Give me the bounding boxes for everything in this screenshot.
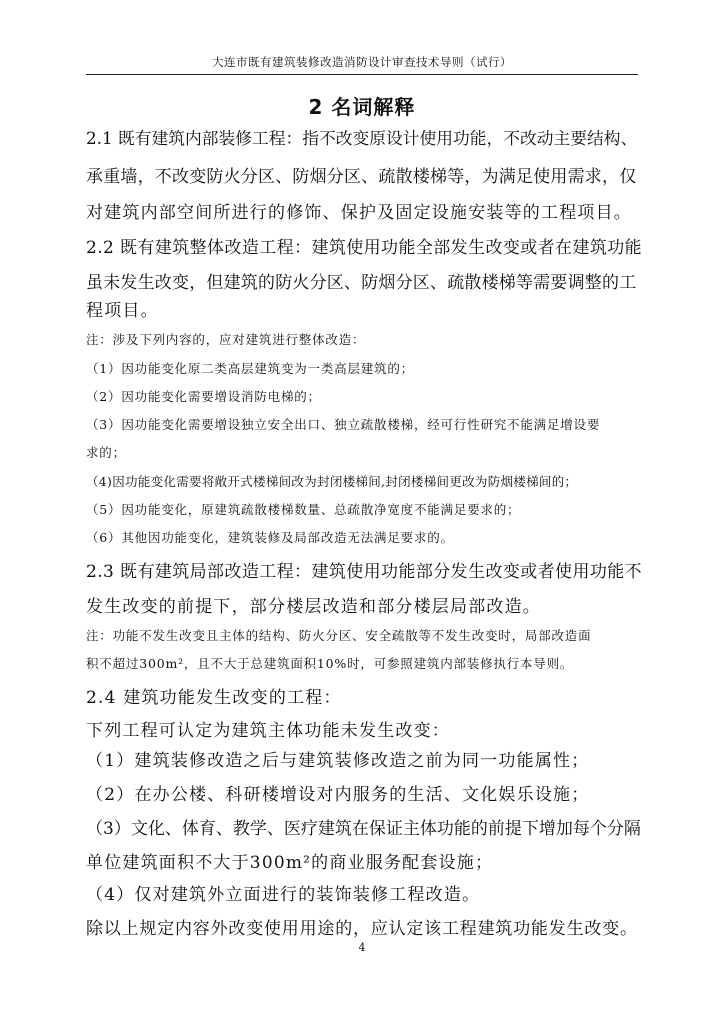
paragraph-2-2-line-3: 程项目。 xyxy=(86,301,159,321)
paragraph-2-4-intro: 下列工程可认定为建筑主体功能未发生改变： xyxy=(86,721,450,741)
paragraph-2-1-line-2: 承重墙，不改变防火分区、防烟分区、疏散楼梯等，为满足使用需求，仅 xyxy=(86,167,637,187)
note-item-3-line-1: （3）因功能变化需要增设独立安全出口、独立疏散楼梯，经可行性研究不能满足增设要 xyxy=(86,417,601,432)
note-item-4: （4)因功能变化需要将敞开式楼梯间改为封闭楼梯间,封闭楼梯间更改为防烟楼梯间的； xyxy=(86,474,578,489)
paragraph-2-3-line-1: 2.3 既有建筑局部改造工程：建筑使用功能部分发生改变或者使用功能不 xyxy=(86,562,643,582)
note-2-2: 注：涉及下列内容的，应对建筑进行整体改造： xyxy=(86,332,366,347)
note-item-2: （2）因功能变化需要增设消防电梯的； xyxy=(86,389,321,404)
paragraph-2-4-heading: 2.4 建筑功能发生改变的工程： xyxy=(86,688,342,708)
list-item-3-line-1: （3）文化、体育、教学、医疗建筑在保证主体功能的前提下增加每个分隔 xyxy=(86,819,641,839)
note-item-6: （6）其他因功能变化，建筑装修及局部改造无法满足要求的。 xyxy=(86,530,454,545)
note-item-3-line-2: 求的； xyxy=(86,445,126,460)
paragraph-2-3-line-2: 发生改变的前提下，部分楼层改造和部分楼层局部改造。 xyxy=(86,597,541,617)
list-item-1: （1）建筑装修改造之后与建筑装修改造之前为同一功能属性； xyxy=(86,751,590,771)
running-header: 大连市既有建筑装修改造消防设计审查技术导则（试行） xyxy=(212,55,512,69)
paragraph-2-2-line-1: 2.2 既有建筑整体改造工程：建筑使用功能全部发生改变或者在建筑功能 xyxy=(86,238,643,258)
list-item-3-line-2: 单位建筑面积不大于300m²的商业服务配套设施； xyxy=(86,853,494,873)
list-item-2: （2）在办公楼、科研楼增设对内服务的生活、文化娱乐设施； xyxy=(86,785,590,805)
note-2-3-line-1: 注：功能不发生改变且主体的结构、防火分区、安全疏散等不发生改变时，局部改造面 xyxy=(86,628,592,643)
paragraph-2-1-line-1: 2.1 既有建筑内部装修工程：指不改变原设计使用功能，不改动主要结构、 xyxy=(86,128,638,148)
note-item-5: （5）因功能变化，原建筑疏散楼梯数量、总疏散净宽度不能满足要求的； xyxy=(86,502,521,517)
closing-statement: 除以上规定内容外改变使用用途的，应认定该工程建筑功能发生改变。 xyxy=(86,919,638,939)
list-item-4: （4）仅对建筑外立面进行的装饰装修工程改造。 xyxy=(86,885,481,905)
note-item-1: （1）因功能变化原二类高层建筑变为一类高层建筑的； xyxy=(86,361,414,376)
note-2-3-line-2: 积不超过300m²，且不大于总建筑面积10%时，可参照建筑内部装修执行本导则。 xyxy=(86,656,574,671)
paragraph-2-1-line-3: 对建筑内部空间所进行的修饰、保护及固定设施安装等的工程项目。 xyxy=(86,203,632,223)
paragraph-2-2-line-2: 虽未发生改变，但建筑的防火分区、防烟分区、疏散楼梯等需要调整的工 xyxy=(86,273,637,293)
page-number: 4 xyxy=(358,941,366,954)
header-rule xyxy=(86,74,638,75)
section-title: 2 名词解释 xyxy=(308,95,416,119)
